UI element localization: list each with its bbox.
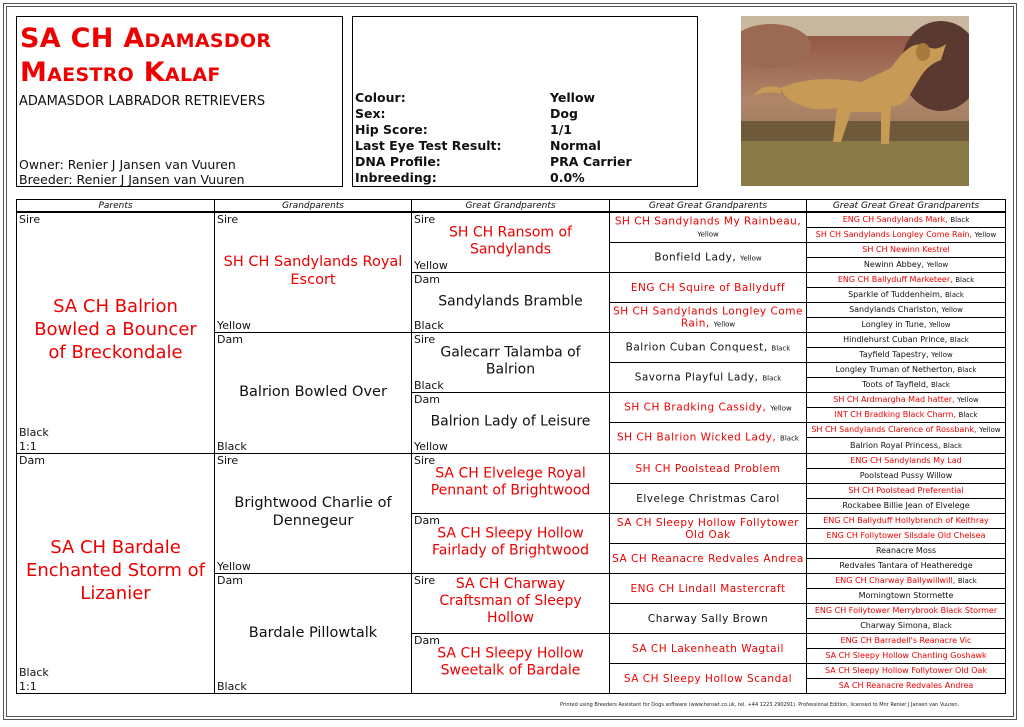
pedigree-name: Bardale Pillowtalk bbox=[248, 624, 378, 641]
pedigree-name: Redvales Tantara of Heatheredge bbox=[839, 561, 973, 570]
dog-name-text bbox=[610, 305, 806, 330]
dog-name-text bbox=[807, 666, 1005, 676]
colour-note: Black bbox=[943, 441, 963, 450]
pedigree-entry[interactable] bbox=[806, 528, 1006, 544]
dog-name-text bbox=[610, 401, 806, 414]
dam-label: Dam bbox=[19, 454, 45, 467]
dog-name-text bbox=[807, 245, 1005, 255]
pedigree-name: SA CH Sleepy Hollow Chanting Goshawk bbox=[825, 651, 987, 660]
pedigree-entry[interactable] bbox=[609, 483, 807, 514]
pedigree-entry[interactable] bbox=[214, 212, 412, 333]
dog-name-text bbox=[807, 471, 1005, 481]
colour-note: Black bbox=[762, 374, 782, 382]
colour-label: Black bbox=[217, 440, 247, 453]
dog-name-text bbox=[807, 425, 1005, 435]
dog-name-line2: Maestro Kalaf bbox=[20, 57, 221, 88]
dog-name-text bbox=[610, 215, 806, 240]
pedigree-entry[interactable] bbox=[806, 392, 1006, 408]
colour-note: Black bbox=[780, 434, 799, 443]
pedigree-name: Longley Truman of Netherton, bbox=[835, 365, 955, 374]
pedigree-entry[interactable] bbox=[609, 212, 807, 243]
pedigree-entry[interactable] bbox=[806, 678, 1006, 694]
dog-name-text bbox=[610, 673, 806, 685]
pedigree-name: SA CH Elvelege Royal Pennant of Brightwood bbox=[430, 464, 591, 498]
pedigree-name: SH CH Ransom of Sandylands bbox=[449, 223, 572, 257]
colour-note: Yellow bbox=[740, 254, 762, 262]
colour-note: Black bbox=[949, 336, 969, 344]
info-value: Dog bbox=[550, 106, 578, 121]
pedigree-name: ENG CH Charway Ballywillwill, bbox=[835, 576, 956, 585]
colour-note: Yellow bbox=[928, 321, 951, 329]
pedigree-name: ENG CH Squire of Ballyduff bbox=[630, 281, 786, 294]
colour-label: Black bbox=[414, 319, 444, 332]
pedigree-name: SH CH Bradking Cassidy, bbox=[624, 401, 767, 413]
colour-label: Black bbox=[414, 379, 444, 392]
pedigree-name: ENG CH Follytower Silsdale Old Chelsea bbox=[826, 531, 986, 540]
pedigree-entry[interactable] bbox=[609, 573, 807, 604]
dog-name-text bbox=[610, 643, 806, 655]
dog-name-text bbox=[610, 251, 806, 264]
info-label: Hip Score: bbox=[355, 122, 428, 137]
info-label: Sex: bbox=[355, 106, 386, 121]
dog-name-text bbox=[807, 591, 1005, 601]
info-row bbox=[355, 154, 695, 170]
pedigree-name: SH CH Sandylands My Rainbeau, bbox=[614, 215, 802, 227]
pedigree-entry[interactable] bbox=[806, 362, 1006, 378]
colour-label: Black bbox=[217, 680, 247, 693]
colour-note: Yellow bbox=[697, 230, 719, 238]
dog-name-text bbox=[17, 536, 214, 605]
pedigree-entry[interactable] bbox=[609, 302, 807, 333]
dog-name-text bbox=[610, 341, 806, 354]
dog-name-text bbox=[610, 553, 806, 565]
pedigree-name: Reanacre Moss bbox=[875, 546, 937, 555]
pedigree-name: SH CH Sandylands Clarence of Rossbank, bbox=[811, 425, 977, 434]
pedigree-entry[interactable] bbox=[806, 212, 1006, 228]
pedigree-name: SA CH Lakenheath Wagtail bbox=[632, 642, 784, 655]
pedigree-name: Sandylands Bramble bbox=[438, 293, 583, 310]
dog-name-text bbox=[807, 275, 1005, 285]
pedigree-entry[interactable] bbox=[411, 633, 610, 694]
pedigree-name: Morningtown Stormette bbox=[858, 591, 954, 600]
dog-name-line1: SA CH Adamasdor bbox=[20, 23, 272, 54]
dog-name-text bbox=[610, 613, 806, 625]
colour-label: Black bbox=[19, 666, 49, 679]
pedigree-entry[interactable] bbox=[806, 437, 1006, 454]
pedigree-entry[interactable] bbox=[609, 633, 807, 664]
pedigree-entry[interactable] bbox=[609, 603, 807, 634]
pedigree-entry[interactable] bbox=[411, 212, 610, 273]
pedigree-name: SA CH Sleepy Hollow Follytower Old Oak bbox=[825, 666, 987, 675]
pedigree-entry[interactable] bbox=[214, 573, 412, 694]
dog-name-text bbox=[807, 290, 1005, 300]
colour-label: Yellow bbox=[414, 259, 448, 272]
pedigree-name: SA CH Sleepy Hollow Fairlady of Brightwood bbox=[432, 524, 589, 558]
pedigree-name: ENG CH Ballyduff Marketeer, bbox=[837, 275, 953, 284]
pedigree-name: Brightwood Charlie of Dennegeur bbox=[234, 494, 392, 529]
column-header: Parents bbox=[16, 199, 215, 212]
pedigree-entry[interactable] bbox=[806, 407, 1006, 423]
pedigree-entry[interactable] bbox=[609, 242, 807, 273]
colour-note: Black bbox=[771, 344, 791, 352]
pedigree-name: Savorna Playful Lady, bbox=[634, 371, 759, 383]
info-label: Inbreeding: bbox=[355, 170, 437, 185]
pedigree-entry[interactable] bbox=[806, 603, 1006, 619]
info-value: 1/1 bbox=[550, 122, 572, 137]
dog-name-text bbox=[807, 410, 1005, 420]
pedigree-name: SA CH Charway Craftsman of Sleepy Hollow bbox=[439, 575, 582, 626]
pedigree-entry[interactable] bbox=[806, 302, 1006, 318]
pedigree-entry[interactable] bbox=[609, 332, 807, 363]
pedigree-name: SH CH Poolstead Problem bbox=[635, 462, 781, 475]
hip-score-label: 1:1 bbox=[19, 680, 37, 693]
pedigree-entry[interactable] bbox=[806, 347, 1006, 363]
sire-label: Sire bbox=[414, 333, 436, 346]
pedigree-name: Charway Sally Brown bbox=[647, 612, 769, 625]
dog-name-text bbox=[610, 282, 806, 294]
dog-name-text bbox=[807, 621, 1005, 631]
colour-note: Yellow bbox=[931, 351, 953, 359]
dog-name-text bbox=[807, 501, 1005, 511]
dog-name-text bbox=[412, 525, 609, 559]
info-label: Last Eye Test Result: bbox=[355, 138, 502, 153]
pedigree-entry[interactable] bbox=[806, 663, 1006, 679]
dog-name-text bbox=[807, 350, 1005, 360]
pedigree-name: Sandylands Charlston, bbox=[849, 305, 939, 314]
pedigree-name: ENG CH Barradell's Reanacre Vic bbox=[840, 636, 972, 645]
dog-name-text bbox=[412, 224, 609, 258]
colour-note: Black bbox=[950, 216, 970, 224]
pedigree-name: INT CH Bradking Black Charm, bbox=[834, 410, 956, 419]
pedigree-entry[interactable] bbox=[806, 543, 1006, 559]
pedigree-entry[interactable] bbox=[806, 257, 1006, 273]
colour-note: Yellow bbox=[979, 426, 1001, 434]
pedigree-entry[interactable] bbox=[806, 648, 1006, 664]
sire-label: Sire bbox=[414, 574, 436, 587]
info-value: PRA Carrier bbox=[550, 154, 632, 169]
pedigree-name: Balrion Cuban Conquest, bbox=[625, 341, 768, 353]
dog-name-text bbox=[807, 395, 1005, 405]
dog-name-text bbox=[215, 494, 411, 530]
pedigree-name: Galecarr Talamba of Balrion bbox=[440, 343, 581, 377]
pedigree-name: SA CH Balrion Bowled a Bouncer of Breckondale bbox=[34, 296, 197, 364]
colour-note: Yellow bbox=[941, 306, 963, 314]
pedigree-entry[interactable] bbox=[806, 483, 1006, 499]
colour-label: Yellow bbox=[414, 440, 448, 453]
pedigree-name: ENG CH Follytower Merrybrook Black Stormer bbox=[814, 606, 998, 615]
footer-text: Printed using Breeders Assistant for Dogs software (www.tenset.co.uk, tel. +44 1223 290291). Professional Edition, licensed to Mnr Renier J Jansen van Vuuren. bbox=[560, 702, 960, 708]
pedigree-entry[interactable] bbox=[609, 272, 807, 303]
colour-note: Black bbox=[957, 577, 977, 585]
colour-label: Yellow bbox=[217, 560, 251, 573]
colour-note: Yellow bbox=[926, 261, 949, 269]
dog-name-text bbox=[610, 583, 806, 595]
colour-note: Yellow bbox=[974, 231, 997, 239]
dog-name-text bbox=[807, 636, 1005, 646]
pedigree-entry[interactable] bbox=[411, 392, 610, 454]
sire-label: Sire bbox=[414, 454, 436, 467]
pedigree-name: Poolstead Pussy Willow bbox=[859, 471, 953, 480]
pedigree-entry[interactable] bbox=[806, 272, 1006, 288]
dog-name-text bbox=[807, 681, 1005, 691]
column-header: Great Grandparents bbox=[411, 199, 610, 212]
pedigree-entry[interactable] bbox=[806, 242, 1006, 258]
info-label: Colour: bbox=[355, 90, 406, 105]
breeder-text: Breeder: Renier J Jansen van Vuuren bbox=[19, 172, 245, 187]
pedigree-name: ENG CH Ballyduff Hollybranch of Keithray bbox=[823, 516, 989, 525]
pedigree-name: Hindlehurst Cuban Prince, bbox=[843, 335, 948, 344]
pedigree-entry[interactable] bbox=[806, 453, 1006, 469]
colour-note: Black bbox=[955, 276, 975, 284]
pedigree-entry[interactable] bbox=[411, 573, 610, 634]
dog-name-text bbox=[17, 295, 214, 364]
dog-name-text bbox=[412, 293, 609, 310]
dog-name-text bbox=[807, 516, 1005, 526]
sire-label: Sire bbox=[414, 213, 436, 226]
pedigree-name: Charway Simona, bbox=[860, 621, 931, 630]
pedigree-name: SH CH Newinn Kestrel bbox=[862, 245, 950, 254]
dog-name-text bbox=[807, 531, 1005, 541]
dam-label: Dam bbox=[414, 273, 440, 286]
column-header: Great Great Grandparents bbox=[609, 199, 807, 212]
colour-note: Yellow bbox=[770, 404, 792, 412]
pedigree-name: SA CH Sleepy Hollow Sweetalk of Bardale bbox=[437, 644, 584, 678]
pedigree-entry[interactable] bbox=[609, 453, 807, 484]
pedigree-entry[interactable] bbox=[806, 317, 1006, 333]
dog-name-text bbox=[807, 576, 1005, 586]
pedigree-entry[interactable] bbox=[411, 513, 610, 574]
dog-name-text bbox=[215, 253, 411, 289]
info-row bbox=[355, 170, 695, 186]
dog-photo bbox=[741, 16, 969, 186]
pedigree-entry[interactable] bbox=[806, 618, 1006, 634]
dog-name-text bbox=[610, 432, 806, 445]
pedigree-name: Balrion Lady of Leisure bbox=[430, 413, 591, 430]
pedigree-name: Bonfield Lady, bbox=[654, 251, 737, 263]
pedigree-entry[interactable] bbox=[806, 573, 1006, 589]
pedigree-entry[interactable] bbox=[806, 498, 1006, 514]
pedigree-name: Elvelege Christmas Carol bbox=[636, 492, 780, 505]
pedigree-entry[interactable] bbox=[806, 633, 1006, 649]
dam-label: Dam bbox=[217, 333, 243, 346]
pedigree-entry[interactable] bbox=[411, 453, 610, 514]
colour-note: Black bbox=[957, 366, 977, 374]
pedigree-name: SH CH Poolstead Preferential bbox=[848, 486, 964, 495]
pedigree-entry[interactable] bbox=[214, 332, 412, 454]
pedigree-name: ENG CH Lindall Mastercraft bbox=[630, 582, 786, 595]
pedigree-name: Tayfield Tapestry, bbox=[859, 350, 929, 359]
pedigree-entry[interactable] bbox=[609, 513, 807, 544]
dog-name bbox=[20, 22, 271, 90]
pedigree-entry[interactable] bbox=[16, 212, 215, 454]
pedigree-entry[interactable] bbox=[806, 468, 1006, 484]
dog-name-text bbox=[807, 380, 1005, 390]
pedigree-name: Rockabee Billie Jean of Elvelege bbox=[842, 501, 970, 510]
pedigree-entry[interactable] bbox=[214, 453, 412, 574]
pedigree-name: Balrion Bowled Over bbox=[239, 384, 387, 401]
pedigree-entry[interactable] bbox=[806, 332, 1006, 348]
dog-name-text bbox=[412, 414, 609, 431]
dog-name-text bbox=[807, 215, 1005, 225]
dog-name-text bbox=[807, 441, 1005, 451]
sire-label: Sire bbox=[217, 454, 239, 467]
dog-name-text bbox=[807, 230, 1005, 240]
dog-name-text bbox=[412, 575, 609, 626]
pedigree-name: SA CH Reanacre Redvales Andrea bbox=[612, 552, 804, 565]
pedigree-entry[interactable] bbox=[806, 558, 1006, 574]
pedigree-entry[interactable] bbox=[411, 272, 610, 333]
owner-text: Owner: Renier J Jansen van Vuuren bbox=[19, 157, 236, 172]
dog-name-text bbox=[215, 383, 411, 401]
column-header: Great Great Great Grandparents bbox=[806, 199, 1006, 212]
colour-note: Yellow bbox=[713, 320, 736, 328]
pedigree-name: ENG CH Sandylands Mark, bbox=[842, 215, 948, 224]
pedigree-name: Longley in Tune, bbox=[861, 320, 927, 329]
info-row bbox=[355, 122, 695, 138]
pedigree-entry[interactable] bbox=[806, 287, 1006, 303]
colour-note: Black bbox=[958, 411, 978, 419]
info-label: DNA Profile: bbox=[355, 154, 441, 169]
dog-name-text bbox=[610, 463, 806, 475]
info-row bbox=[355, 106, 695, 122]
dam-label: Dam bbox=[414, 514, 440, 527]
pedigree-name: SH CH Sandylands Royal Escort bbox=[223, 253, 403, 288]
colour-label: Black bbox=[19, 426, 49, 439]
colour-note: Black bbox=[932, 622, 952, 630]
dam-label: Dam bbox=[414, 393, 440, 406]
pedigree-name: Newinn Abbey, bbox=[863, 260, 925, 269]
pedigree-entry[interactable] bbox=[411, 332, 610, 393]
pedigree-entry[interactable] bbox=[609, 362, 807, 393]
dog-name-text bbox=[412, 344, 609, 378]
pedigree-name: SH CH Sandylands Longley Come Rain, bbox=[613, 305, 803, 329]
pedigree-name: ENG CH Sandylands My Lad bbox=[850, 456, 962, 465]
dam-label: Dam bbox=[217, 574, 243, 587]
pedigree-name: Toots of Tayfield, bbox=[862, 380, 929, 389]
kennel-name: ADAMASDOR LABRADOR RETRIEVERS bbox=[19, 94, 266, 109]
pedigree-entry[interactable] bbox=[609, 543, 807, 574]
pedigree-name: SA CH Bardale Enchanted Storm of Lizanier bbox=[26, 536, 205, 604]
hip-score-label: 1:1 bbox=[19, 440, 37, 453]
pedigree-name: SH CH Balrion Wicked Lady, bbox=[617, 431, 777, 444]
pedigree-name: SH CH Ardmargha Mad hatter, bbox=[833, 395, 955, 404]
pedigree-entry[interactable] bbox=[806, 227, 1006, 243]
dog-name-text bbox=[807, 456, 1005, 466]
pedigree-entry[interactable] bbox=[609, 422, 807, 454]
dog-name-text bbox=[807, 260, 1005, 270]
sire-label: Sire bbox=[217, 213, 239, 226]
dog-name-text bbox=[807, 305, 1005, 315]
pedigree-name: SA CH Sleepy Hollow Follytower Old Oak bbox=[616, 516, 800, 541]
dog-name-text bbox=[807, 320, 1005, 330]
pedigree-entry[interactable] bbox=[16, 453, 215, 694]
dam-label: Dam bbox=[414, 634, 440, 647]
pedigree-name: Balrion Royal Princess, bbox=[849, 440, 941, 450]
dog-name-text bbox=[807, 561, 1005, 571]
dog-name-text bbox=[610, 493, 806, 505]
colour-note: Black bbox=[944, 291, 964, 299]
info-row bbox=[355, 90, 695, 106]
column-header: Grandparents bbox=[214, 199, 412, 212]
pedigree-entry[interactable] bbox=[806, 422, 1006, 438]
pedigree-entry[interactable] bbox=[806, 377, 1006, 393]
pedigree-name: SH CH Sandylands Longley Come Rain, bbox=[815, 230, 973, 239]
info-row bbox=[355, 138, 695, 154]
dog-name-text bbox=[610, 517, 806, 541]
pedigree-entry[interactable] bbox=[609, 663, 807, 694]
pedigree-name: SA CH Reanacre Redvales Andrea bbox=[838, 681, 974, 690]
pedigree-entry[interactable] bbox=[806, 588, 1006, 604]
info-value: Yellow bbox=[550, 90, 596, 105]
pedigree-entry[interactable] bbox=[806, 513, 1006, 529]
info-value: Normal bbox=[550, 138, 601, 153]
dog-name-text bbox=[412, 645, 609, 679]
dog-name-text bbox=[610, 371, 806, 384]
pedigree-name: SA CH Sleepy Hollow Scandal bbox=[623, 672, 793, 685]
colour-label: Yellow bbox=[217, 319, 251, 332]
sire-label: Sire bbox=[19, 213, 41, 226]
pedigree-entry[interactable] bbox=[609, 392, 807, 423]
dog-name-text bbox=[215, 624, 411, 642]
colour-note: Yellow bbox=[957, 396, 979, 404]
dog-name-text bbox=[807, 546, 1005, 556]
dog-name-text bbox=[807, 486, 1005, 496]
dog-name-text bbox=[807, 606, 1005, 616]
dog-name-text bbox=[412, 465, 609, 499]
dog-name-text bbox=[807, 651, 1005, 661]
dog-name-text bbox=[807, 335, 1005, 345]
pedigree-name: Sparkle of Tuddenheim, bbox=[848, 290, 943, 299]
dog-name-text bbox=[807, 365, 1005, 375]
colour-note: Black bbox=[931, 381, 950, 389]
info-value: 0.0% bbox=[550, 170, 585, 185]
